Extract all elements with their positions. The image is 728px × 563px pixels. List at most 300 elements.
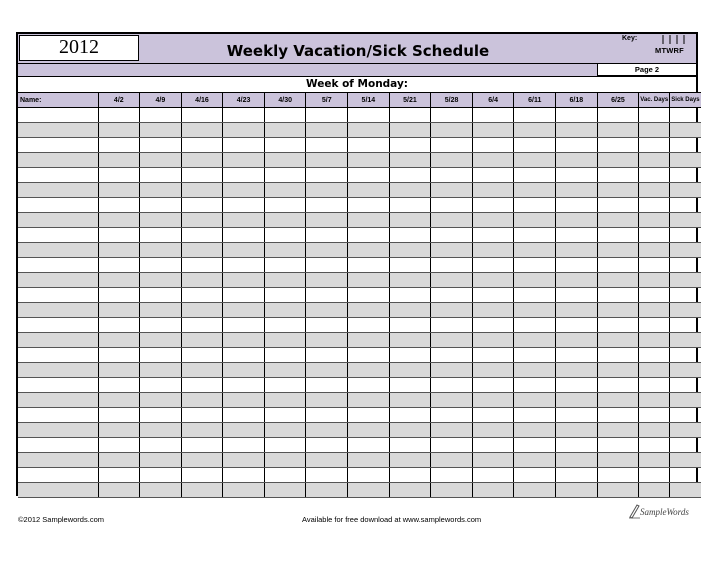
schedule-cell[interactable] — [472, 453, 514, 468]
schedule-cell[interactable] — [181, 183, 223, 198]
schedule-cell[interactable] — [223, 423, 265, 438]
schedule-cell[interactable] — [181, 213, 223, 228]
schedule-cell[interactable] — [264, 198, 306, 213]
schedule-cell[interactable] — [556, 288, 598, 303]
schedule-cell[interactable] — [472, 198, 514, 213]
schedule-cell[interactable] — [597, 108, 639, 123]
schedule-cell[interactable] — [514, 348, 556, 363]
schedule-cell[interactable] — [514, 393, 556, 408]
name-cell[interactable] — [18, 393, 98, 408]
schedule-cell[interactable] — [306, 333, 348, 348]
schedule-cell[interactable] — [514, 123, 556, 138]
schedule-cell[interactable] — [98, 303, 140, 318]
schedule-cell[interactable] — [472, 273, 514, 288]
schedule-cell[interactable] — [223, 318, 265, 333]
schedule-cell[interactable] — [348, 303, 390, 318]
schedule-cell[interactable] — [597, 168, 639, 183]
schedule-cell[interactable] — [670, 123, 701, 138]
schedule-cell[interactable] — [472, 108, 514, 123]
schedule-cell[interactable] — [597, 288, 639, 303]
schedule-cell[interactable] — [431, 243, 473, 258]
name-cell[interactable] — [18, 333, 98, 348]
schedule-cell[interactable] — [140, 138, 182, 153]
schedule-cell[interactable] — [639, 483, 670, 498]
schedule-cell[interactable] — [597, 243, 639, 258]
schedule-cell[interactable] — [597, 153, 639, 168]
schedule-cell[interactable] — [264, 303, 306, 318]
schedule-cell[interactable] — [140, 453, 182, 468]
schedule-cell[interactable] — [264, 183, 306, 198]
schedule-cell[interactable] — [597, 483, 639, 498]
schedule-cell[interactable] — [670, 153, 701, 168]
schedule-cell[interactable] — [98, 333, 140, 348]
schedule-cell[interactable] — [472, 393, 514, 408]
schedule-cell[interactable] — [431, 138, 473, 153]
schedule-cell[interactable] — [556, 273, 598, 288]
schedule-cell[interactable] — [306, 408, 348, 423]
schedule-cell[interactable] — [514, 243, 556, 258]
schedule-cell[interactable] — [264, 348, 306, 363]
schedule-cell[interactable] — [264, 468, 306, 483]
schedule-cell[interactable] — [639, 243, 670, 258]
schedule-cell[interactable] — [181, 138, 223, 153]
name-cell[interactable] — [18, 123, 98, 138]
schedule-cell[interactable] — [556, 303, 598, 318]
schedule-cell[interactable] — [181, 438, 223, 453]
schedule-cell[interactable] — [140, 348, 182, 363]
schedule-cell[interactable] — [670, 213, 701, 228]
name-cell[interactable] — [18, 108, 98, 123]
schedule-cell[interactable] — [639, 108, 670, 123]
schedule-cell[interactable] — [389, 273, 431, 288]
schedule-cell[interactable] — [223, 153, 265, 168]
schedule-cell[interactable] — [223, 363, 265, 378]
name-cell[interactable] — [18, 273, 98, 288]
schedule-cell[interactable] — [389, 168, 431, 183]
schedule-cell[interactable] — [181, 318, 223, 333]
schedule-cell[interactable] — [140, 168, 182, 183]
schedule-cell[interactable] — [264, 423, 306, 438]
schedule-cell[interactable] — [306, 438, 348, 453]
schedule-cell[interactable] — [514, 168, 556, 183]
schedule-cell[interactable] — [389, 393, 431, 408]
schedule-cell[interactable] — [348, 393, 390, 408]
schedule-cell[interactable] — [140, 123, 182, 138]
schedule-cell[interactable] — [670, 408, 701, 423]
schedule-cell[interactable] — [348, 258, 390, 273]
schedule-cell[interactable] — [431, 333, 473, 348]
schedule-cell[interactable] — [639, 423, 670, 438]
schedule-cell[interactable] — [264, 483, 306, 498]
schedule-cell[interactable] — [264, 438, 306, 453]
schedule-cell[interactable] — [670, 273, 701, 288]
name-cell[interactable] — [18, 288, 98, 303]
schedule-cell[interactable] — [264, 273, 306, 288]
schedule-cell[interactable] — [306, 483, 348, 498]
name-cell[interactable] — [18, 168, 98, 183]
schedule-cell[interactable] — [264, 123, 306, 138]
schedule-cell[interactable] — [389, 378, 431, 393]
schedule-cell[interactable] — [597, 423, 639, 438]
schedule-cell[interactable] — [389, 198, 431, 213]
schedule-cell[interactable] — [472, 423, 514, 438]
schedule-cell[interactable] — [472, 483, 514, 498]
schedule-cell[interactable] — [140, 258, 182, 273]
schedule-cell[interactable] — [264, 168, 306, 183]
schedule-cell[interactable] — [306, 123, 348, 138]
schedule-cell[interactable] — [556, 213, 598, 228]
schedule-cell[interactable] — [389, 213, 431, 228]
schedule-cell[interactable] — [431, 183, 473, 198]
name-cell[interactable] — [18, 138, 98, 153]
schedule-cell[interactable] — [514, 228, 556, 243]
schedule-cell[interactable] — [306, 423, 348, 438]
schedule-cell[interactable] — [181, 348, 223, 363]
schedule-cell[interactable] — [140, 198, 182, 213]
schedule-cell[interactable] — [223, 393, 265, 408]
schedule-cell[interactable] — [556, 153, 598, 168]
schedule-cell[interactable] — [597, 228, 639, 243]
schedule-cell[interactable] — [264, 258, 306, 273]
schedule-cell[interactable] — [348, 213, 390, 228]
schedule-cell[interactable] — [140, 423, 182, 438]
schedule-cell[interactable] — [389, 348, 431, 363]
schedule-cell[interactable] — [472, 333, 514, 348]
schedule-cell[interactable] — [639, 318, 670, 333]
schedule-cell[interactable] — [514, 198, 556, 213]
schedule-cell[interactable] — [98, 288, 140, 303]
schedule-cell[interactable] — [348, 138, 390, 153]
schedule-cell[interactable] — [348, 288, 390, 303]
schedule-cell[interactable] — [98, 348, 140, 363]
schedule-cell[interactable] — [639, 348, 670, 363]
schedule-cell[interactable] — [223, 138, 265, 153]
schedule-cell[interactable] — [431, 438, 473, 453]
schedule-cell[interactable] — [348, 468, 390, 483]
schedule-cell[interactable] — [389, 123, 431, 138]
schedule-cell[interactable] — [639, 468, 670, 483]
schedule-cell[interactable] — [306, 198, 348, 213]
schedule-cell[interactable] — [556, 438, 598, 453]
schedule-cell[interactable] — [639, 393, 670, 408]
schedule-cell[interactable] — [348, 378, 390, 393]
name-cell[interactable] — [18, 258, 98, 273]
schedule-cell[interactable] — [98, 393, 140, 408]
schedule-cell[interactable] — [639, 228, 670, 243]
schedule-cell[interactable] — [264, 108, 306, 123]
schedule-cell[interactable] — [514, 213, 556, 228]
schedule-cell[interactable] — [597, 258, 639, 273]
schedule-cell[interactable] — [597, 453, 639, 468]
schedule-cell[interactable] — [306, 153, 348, 168]
name-cell[interactable] — [18, 198, 98, 213]
schedule-cell[interactable] — [348, 183, 390, 198]
schedule-cell[interactable] — [306, 288, 348, 303]
schedule-cell[interactable] — [306, 243, 348, 258]
schedule-cell[interactable] — [472, 438, 514, 453]
schedule-cell[interactable] — [472, 348, 514, 363]
schedule-cell[interactable] — [223, 303, 265, 318]
schedule-cell[interactable] — [223, 243, 265, 258]
schedule-cell[interactable] — [670, 288, 701, 303]
schedule-cell[interactable] — [556, 453, 598, 468]
name-cell[interactable] — [18, 438, 98, 453]
schedule-cell[interactable] — [556, 333, 598, 348]
schedule-cell[interactable] — [140, 318, 182, 333]
schedule-cell[interactable] — [389, 423, 431, 438]
schedule-cell[interactable] — [639, 333, 670, 348]
schedule-cell[interactable] — [670, 198, 701, 213]
schedule-cell[interactable] — [181, 378, 223, 393]
schedule-cell[interactable] — [431, 453, 473, 468]
schedule-cell[interactable] — [514, 363, 556, 378]
schedule-cell[interactable] — [597, 123, 639, 138]
schedule-cell[interactable] — [181, 423, 223, 438]
schedule-cell[interactable] — [556, 108, 598, 123]
schedule-cell[interactable] — [306, 468, 348, 483]
schedule-cell[interactable] — [670, 423, 701, 438]
schedule-cell[interactable] — [140, 378, 182, 393]
schedule-cell[interactable] — [306, 453, 348, 468]
schedule-cell[interactable] — [181, 483, 223, 498]
schedule-cell[interactable] — [348, 438, 390, 453]
schedule-cell[interactable] — [348, 108, 390, 123]
schedule-cell[interactable] — [389, 288, 431, 303]
schedule-cell[interactable] — [431, 108, 473, 123]
schedule-cell[interactable] — [223, 408, 265, 423]
schedule-cell[interactable] — [140, 153, 182, 168]
schedule-cell[interactable] — [597, 138, 639, 153]
schedule-cell[interactable] — [223, 108, 265, 123]
schedule-cell[interactable] — [639, 288, 670, 303]
schedule-cell[interactable] — [140, 228, 182, 243]
schedule-cell[interactable] — [639, 378, 670, 393]
name-cell[interactable] — [18, 303, 98, 318]
schedule-cell[interactable] — [431, 123, 473, 138]
schedule-cell[interactable] — [98, 468, 140, 483]
name-cell[interactable] — [18, 363, 98, 378]
schedule-cell[interactable] — [181, 168, 223, 183]
schedule-cell[interactable] — [181, 228, 223, 243]
schedule-cell[interactable] — [639, 198, 670, 213]
schedule-cell[interactable] — [98, 318, 140, 333]
name-cell[interactable] — [18, 483, 98, 498]
schedule-cell[interactable] — [670, 438, 701, 453]
schedule-cell[interactable] — [639, 408, 670, 423]
schedule-cell[interactable] — [140, 243, 182, 258]
schedule-cell[interactable] — [348, 363, 390, 378]
schedule-cell[interactable] — [348, 273, 390, 288]
schedule-cell[interactable] — [389, 108, 431, 123]
schedule-cell[interactable] — [556, 423, 598, 438]
schedule-cell[interactable] — [556, 468, 598, 483]
schedule-cell[interactable] — [181, 153, 223, 168]
schedule-cell[interactable] — [556, 168, 598, 183]
schedule-cell[interactable] — [472, 183, 514, 198]
schedule-cell[interactable] — [264, 393, 306, 408]
schedule-cell[interactable] — [472, 378, 514, 393]
schedule-cell[interactable] — [181, 333, 223, 348]
schedule-cell[interactable] — [98, 408, 140, 423]
schedule-cell[interactable] — [514, 273, 556, 288]
schedule-cell[interactable] — [431, 393, 473, 408]
schedule-cell[interactable] — [306, 303, 348, 318]
name-cell[interactable] — [18, 378, 98, 393]
schedule-cell[interactable] — [472, 288, 514, 303]
schedule-cell[interactable] — [556, 138, 598, 153]
schedule-cell[interactable] — [431, 483, 473, 498]
schedule-cell[interactable] — [223, 273, 265, 288]
schedule-cell[interactable] — [223, 183, 265, 198]
schedule-cell[interactable] — [514, 108, 556, 123]
schedule-cell[interactable] — [181, 453, 223, 468]
schedule-cell[interactable] — [514, 288, 556, 303]
schedule-cell[interactable] — [670, 228, 701, 243]
schedule-cell[interactable] — [98, 258, 140, 273]
schedule-cell[interactable] — [514, 333, 556, 348]
schedule-cell[interactable] — [140, 363, 182, 378]
schedule-cell[interactable] — [181, 273, 223, 288]
schedule-cell[interactable] — [140, 333, 182, 348]
schedule-cell[interactable] — [140, 408, 182, 423]
schedule-cell[interactable] — [223, 123, 265, 138]
schedule-cell[interactable] — [670, 318, 701, 333]
schedule-cell[interactable] — [306, 258, 348, 273]
schedule-cell[interactable] — [98, 453, 140, 468]
schedule-cell[interactable] — [514, 183, 556, 198]
schedule-cell[interactable] — [431, 213, 473, 228]
schedule-cell[interactable] — [98, 423, 140, 438]
schedule-cell[interactable] — [98, 213, 140, 228]
schedule-cell[interactable] — [472, 168, 514, 183]
schedule-cell[interactable] — [670, 333, 701, 348]
schedule-cell[interactable] — [389, 363, 431, 378]
schedule-cell[interactable] — [670, 108, 701, 123]
schedule-cell[interactable] — [98, 378, 140, 393]
schedule-cell[interactable] — [472, 213, 514, 228]
schedule-cell[interactable] — [597, 393, 639, 408]
schedule-cell[interactable] — [472, 153, 514, 168]
schedule-cell[interactable] — [306, 318, 348, 333]
schedule-cell[interactable] — [223, 453, 265, 468]
schedule-cell[interactable] — [264, 288, 306, 303]
schedule-cell[interactable] — [348, 153, 390, 168]
schedule-cell[interactable] — [431, 363, 473, 378]
schedule-cell[interactable] — [556, 348, 598, 363]
schedule-cell[interactable] — [472, 258, 514, 273]
schedule-cell[interactable] — [140, 483, 182, 498]
name-cell[interactable] — [18, 468, 98, 483]
schedule-cell[interactable] — [639, 303, 670, 318]
schedule-cell[interactable] — [348, 123, 390, 138]
schedule-cell[interactable] — [472, 123, 514, 138]
schedule-cell[interactable] — [98, 363, 140, 378]
schedule-cell[interactable] — [348, 198, 390, 213]
schedule-cell[interactable] — [140, 303, 182, 318]
schedule-cell[interactable] — [98, 183, 140, 198]
schedule-cell[interactable] — [223, 213, 265, 228]
schedule-cell[interactable] — [181, 408, 223, 423]
schedule-cell[interactable] — [431, 288, 473, 303]
schedule-cell[interactable] — [98, 438, 140, 453]
schedule-cell[interactable] — [389, 153, 431, 168]
schedule-cell[interactable] — [639, 153, 670, 168]
schedule-cell[interactable] — [556, 393, 598, 408]
schedule-cell[interactable] — [556, 243, 598, 258]
schedule-cell[interactable] — [348, 408, 390, 423]
schedule-cell[interactable] — [306, 393, 348, 408]
schedule-cell[interactable] — [514, 258, 556, 273]
schedule-cell[interactable] — [556, 258, 598, 273]
schedule-cell[interactable] — [223, 168, 265, 183]
schedule-cell[interactable] — [98, 138, 140, 153]
schedule-cell[interactable] — [264, 378, 306, 393]
schedule-cell[interactable] — [431, 408, 473, 423]
schedule-cell[interactable] — [556, 483, 598, 498]
schedule-cell[interactable] — [670, 363, 701, 378]
schedule-cell[interactable] — [639, 273, 670, 288]
schedule-cell[interactable] — [306, 363, 348, 378]
schedule-cell[interactable] — [556, 318, 598, 333]
schedule-cell[interactable] — [98, 108, 140, 123]
schedule-cell[interactable] — [98, 123, 140, 138]
schedule-cell[interactable] — [597, 333, 639, 348]
schedule-cell[interactable] — [389, 228, 431, 243]
schedule-cell[interactable] — [670, 453, 701, 468]
schedule-cell[interactable] — [670, 378, 701, 393]
schedule-cell[interactable] — [140, 108, 182, 123]
schedule-cell[interactable] — [597, 303, 639, 318]
schedule-cell[interactable] — [670, 483, 701, 498]
schedule-cell[interactable] — [472, 363, 514, 378]
schedule-cell[interactable] — [597, 183, 639, 198]
schedule-cell[interactable] — [223, 258, 265, 273]
schedule-cell[interactable] — [181, 258, 223, 273]
schedule-cell[interactable] — [140, 273, 182, 288]
schedule-cell[interactable] — [431, 273, 473, 288]
schedule-cell[interactable] — [514, 468, 556, 483]
schedule-cell[interactable] — [306, 138, 348, 153]
schedule-cell[interactable] — [514, 483, 556, 498]
schedule-cell[interactable] — [264, 138, 306, 153]
schedule-cell[interactable] — [389, 318, 431, 333]
schedule-cell[interactable] — [639, 363, 670, 378]
schedule-cell[interactable] — [670, 348, 701, 363]
schedule-cell[interactable] — [389, 258, 431, 273]
schedule-cell[interactable] — [431, 258, 473, 273]
name-cell[interactable] — [18, 453, 98, 468]
schedule-cell[interactable] — [140, 213, 182, 228]
schedule-cell[interactable] — [514, 438, 556, 453]
schedule-cell[interactable] — [389, 243, 431, 258]
schedule-cell[interactable] — [389, 483, 431, 498]
schedule-cell[interactable] — [431, 348, 473, 363]
schedule-cell[interactable] — [181, 288, 223, 303]
schedule-cell[interactable] — [348, 243, 390, 258]
schedule-cell[interactable] — [639, 183, 670, 198]
schedule-cell[interactable] — [431, 153, 473, 168]
schedule-cell[interactable] — [670, 258, 701, 273]
schedule-cell[interactable] — [223, 438, 265, 453]
schedule-cell[interactable] — [348, 483, 390, 498]
schedule-cell[interactable] — [223, 348, 265, 363]
schedule-cell[interactable] — [514, 423, 556, 438]
schedule-cell[interactable] — [514, 453, 556, 468]
schedule-cell[interactable] — [348, 348, 390, 363]
schedule-cell[interactable] — [140, 393, 182, 408]
schedule-cell[interactable] — [264, 333, 306, 348]
schedule-cell[interactable] — [181, 243, 223, 258]
